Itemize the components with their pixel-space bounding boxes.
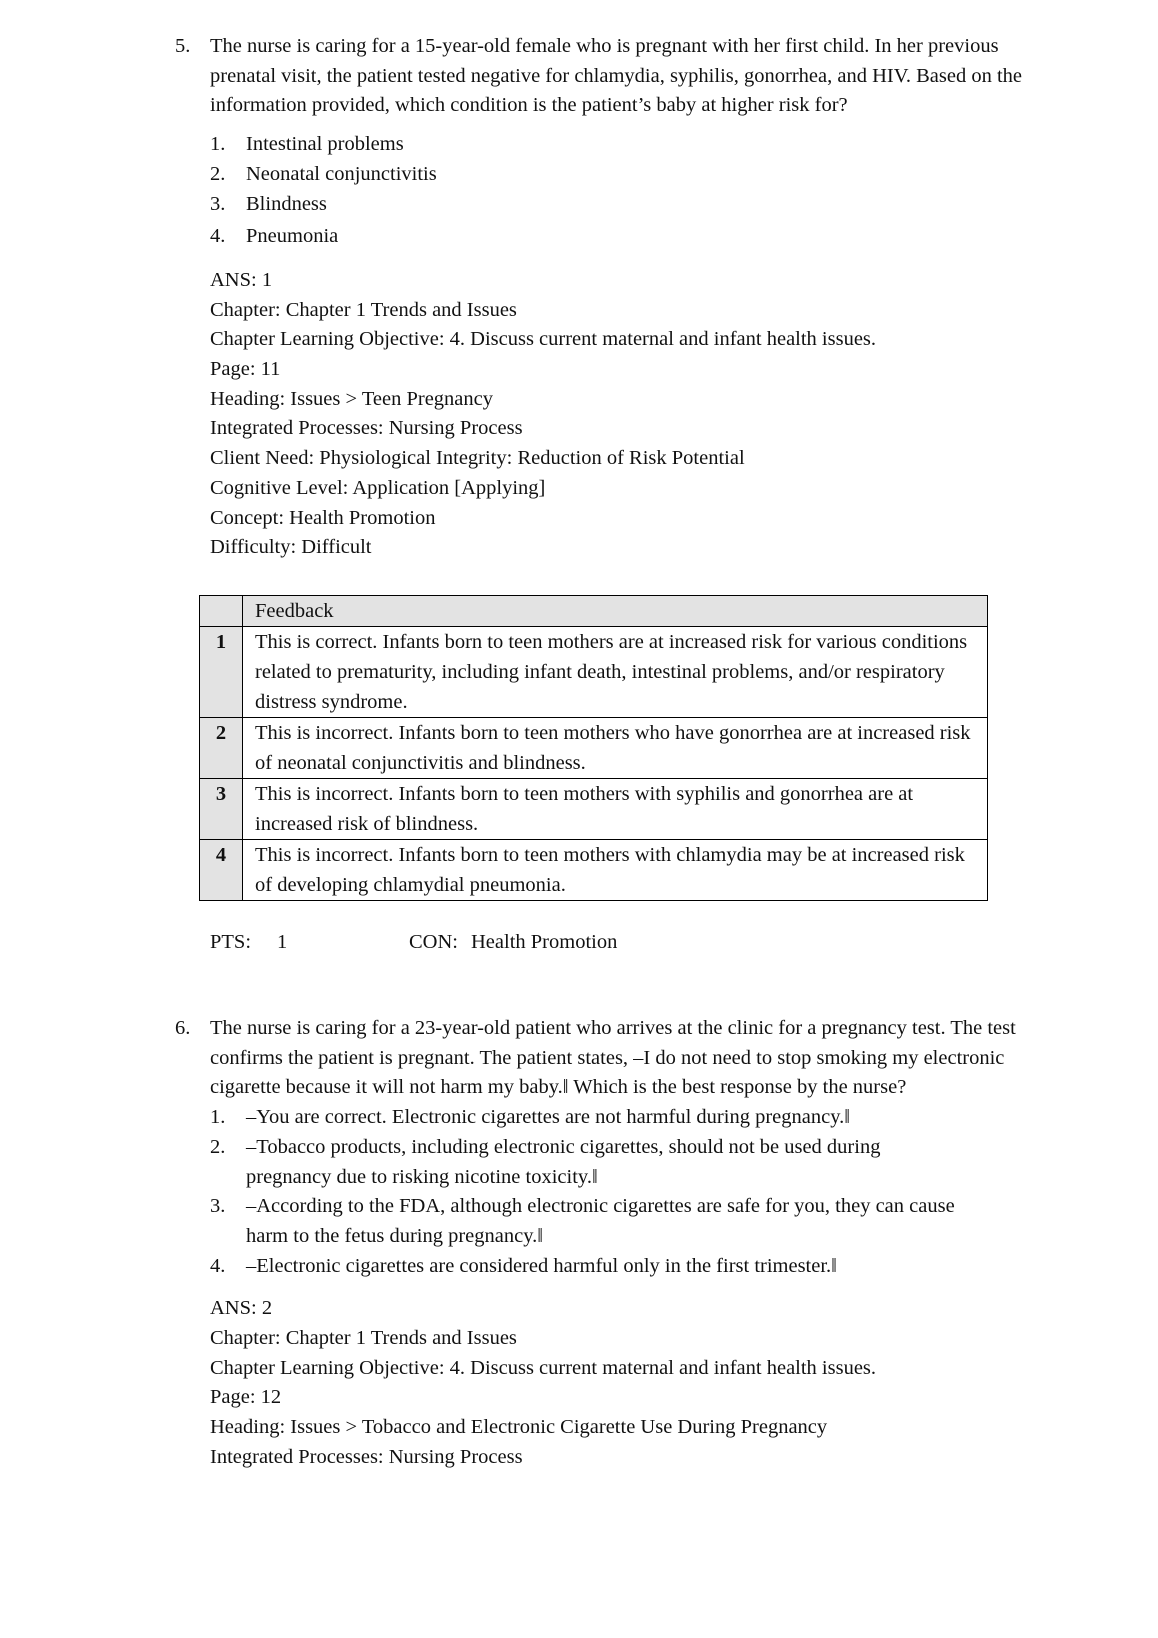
answer-options bbox=[210, 1103, 1045, 1281]
pts-value: 1 bbox=[277, 930, 288, 953]
option bbox=[210, 1103, 1045, 1133]
option bbox=[210, 160, 1045, 190]
learning-objective: Chapter Learning Objective: 4. Discuss current maternal and infant health issues. bbox=[210, 1356, 877, 1379]
integrated-processes: Integrated Processes: Nursing Process bbox=[210, 1445, 523, 1468]
option-number: 1. bbox=[210, 133, 226, 156]
answer-options bbox=[210, 130, 1045, 252]
question-5 bbox=[175, 32, 1045, 958]
feedback-table bbox=[199, 595, 988, 901]
option-text: Intestinal problems bbox=[246, 133, 404, 156]
heading: Heading: Issues > Tobacco and Electronic Cigarette Use During Pregnancy bbox=[210, 1416, 828, 1439]
row-number: 4 bbox=[200, 839, 243, 900]
question-number: 5. bbox=[175, 35, 191, 57]
answer-key: ANS: 1 bbox=[210, 268, 273, 291]
table-row bbox=[200, 626, 988, 717]
table-row bbox=[200, 839, 988, 900]
feedback-header: Feedback bbox=[243, 595, 988, 626]
table-row bbox=[200, 778, 988, 839]
question-number: 6. bbox=[175, 1017, 191, 1039]
option-text: –According to the FDA, although electronic cigarettes are safe for you, they can cause harm to the fetus during pregnancy.‖ bbox=[246, 1195, 955, 1247]
option bbox=[210, 190, 1045, 220]
concept: Concept: Health Promotion bbox=[210, 506, 436, 529]
option-number: 2. bbox=[210, 1135, 226, 1158]
heading: Heading: Issues > Teen Pregnancy bbox=[210, 387, 494, 410]
client-need: Client Need: Physiological Integrity: Reduction of Risk Potential bbox=[210, 447, 745, 470]
question-metadata bbox=[210, 1294, 1045, 1472]
option bbox=[210, 222, 1045, 252]
feedback-text: This is correct. Infants born to teen mothers are at increased risk for various conditions related to prematurity, including infant death, intestinal problems, and/or respiratory distress syndrome. bbox=[243, 626, 988, 717]
option bbox=[210, 1192, 1045, 1251]
page: Page: 12 bbox=[210, 1386, 282, 1409]
table-row bbox=[200, 717, 988, 778]
table-header-row bbox=[200, 595, 988, 626]
points-concept-line bbox=[210, 928, 1045, 958]
option-text: Neonatal conjunctivitis bbox=[246, 162, 437, 185]
option-number: 1. bbox=[210, 1106, 226, 1129]
option bbox=[210, 1133, 1045, 1192]
con-label: CON: bbox=[409, 930, 458, 953]
chapter: Chapter: Chapter 1 Trends and Issues bbox=[210, 1327, 517, 1350]
option-number: 3. bbox=[210, 1195, 226, 1218]
row-number: 3 bbox=[200, 778, 243, 839]
difficulty: Difficulty: Difficult bbox=[210, 536, 372, 559]
option-number: 3. bbox=[210, 192, 226, 215]
option-number: 4. bbox=[210, 225, 226, 248]
option-text: Pneumonia bbox=[246, 225, 339, 248]
option bbox=[210, 130, 1045, 160]
question-text: The nurse is caring for a 15-year-old female who is pregnant with her first child. In her previous prenatal visit, the patient tested negative for chlamydia, syphilis, gonorrhea, and HIV. Based on the information provided, which condition is the patient’s baby at higher risk for? bbox=[210, 35, 1023, 117]
integrated-processes: Integrated Processes: Nursing Process bbox=[210, 417, 523, 440]
option-number: 2. bbox=[210, 162, 226, 185]
option-number: 4. bbox=[210, 1254, 226, 1277]
row-number: 1 bbox=[200, 626, 243, 717]
con-value: Health Promotion bbox=[471, 930, 618, 953]
option-text: –You are correct. Electronic cigarettes are not harmful during pregnancy.‖ bbox=[246, 1106, 850, 1129]
feedback-text: This is incorrect. Infants born to teen mothers with syphilis and gonorrhea are at increased risk of blindness. bbox=[243, 778, 988, 839]
question-6 bbox=[175, 1014, 1045, 1473]
feedback-text: This is incorrect. Infants born to teen mothers who have gonorrhea are at increased risk of neonatal conjunctivitis and blindness. bbox=[243, 717, 988, 778]
option-text: –Tobacco products, including electronic cigarettes, should not be used during pregnancy due to risking nicotine toxicity.‖ bbox=[246, 1135, 881, 1188]
question-text: The nurse is caring for a 23-year-old patient who arrives at the clinic for a pregnancy test. The test confirms the patient is pregnant. The patient states, –I do not need to stop smoking my electronic cigarette because it will not harm my baby.‖ Which is the best response by the nurse? bbox=[210, 1017, 1016, 1099]
answer-key: ANS: 2 bbox=[210, 1297, 273, 1320]
option bbox=[210, 1252, 1045, 1282]
row-number: 2 bbox=[200, 717, 243, 778]
option-text: Blindness bbox=[246, 192, 327, 215]
learning-objective: Chapter Learning Objective: 4. Discuss current maternal and infant health issues. bbox=[210, 328, 877, 351]
feedback-text: This is incorrect. Infants born to teen mothers with chlamydia may be at increased risk of developing chlamydial pneumonia. bbox=[243, 839, 988, 900]
cognitive-level: Cognitive Level: Application [Applying] bbox=[210, 476, 546, 499]
page: Page: 11 bbox=[210, 358, 281, 381]
chapter: Chapter: Chapter 1 Trends and Issues bbox=[210, 298, 517, 321]
option-text: –Electronic cigarettes are considered harmful only in the first trimester.‖ bbox=[246, 1254, 837, 1277]
question-metadata bbox=[210, 266, 1045, 563]
pts-label: PTS: bbox=[210, 930, 252, 953]
